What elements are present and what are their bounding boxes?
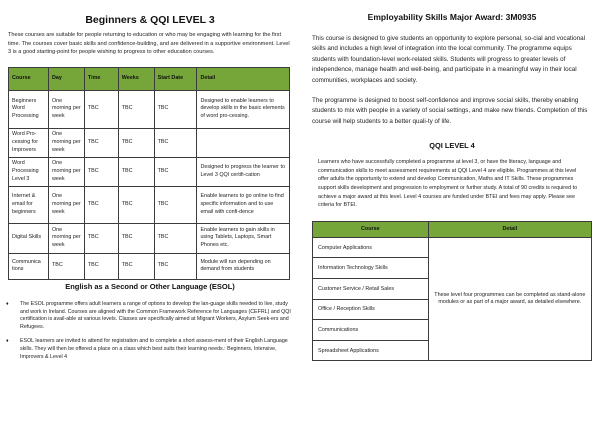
cell-time: TBC bbox=[84, 253, 118, 279]
table-row bbox=[9, 90, 290, 128]
cell-day: TBC bbox=[48, 253, 84, 279]
header-weeks: Weeks bbox=[118, 67, 154, 90]
cell-detail: Enable learners to go online to find specific information and to use email with confi-dence bbox=[197, 186, 290, 223]
cell-time: TBC bbox=[84, 90, 118, 128]
cell-detail bbox=[197, 128, 290, 157]
cell-detail: Module will run depending on demand from students bbox=[197, 253, 290, 279]
cell-course: Communica tions bbox=[9, 253, 49, 279]
cell-weeks: TBC bbox=[118, 128, 154, 157]
cell-weeks: TBC bbox=[118, 90, 154, 128]
cell-detail: Enable learners to gain skills in using Tablets, Laptops, Smart Phones etc. bbox=[197, 223, 290, 253]
cell-course: Computer Applications bbox=[313, 237, 429, 258]
cell-start: TBC bbox=[154, 90, 197, 128]
cell-course: Information Technology Skills bbox=[313, 258, 429, 279]
cell-weeks: TBC bbox=[118, 253, 154, 279]
table-row bbox=[9, 186, 290, 223]
cell-day: One morning per week bbox=[48, 157, 84, 186]
header-detail: Detail bbox=[197, 67, 290, 90]
cell-start: TBC bbox=[154, 253, 197, 279]
cell-start: TBC bbox=[154, 223, 197, 253]
cell-course: Spreadsheet Applications bbox=[313, 340, 429, 361]
cell-day: One morning per week bbox=[48, 186, 84, 223]
cell-course: Digital Skills bbox=[9, 223, 49, 253]
list-item bbox=[6, 301, 294, 332]
cell-course: Office / Reception Skills bbox=[313, 299, 429, 320]
cell-weeks: TBC bbox=[118, 157, 154, 186]
header-day: Day bbox=[48, 67, 84, 90]
cell-time: TBC bbox=[84, 157, 118, 186]
cell-start: TBC bbox=[154, 128, 197, 157]
table-header-row bbox=[9, 67, 290, 90]
beginners-intro: These courses are suitable for people returning to education or who may be engaging with learning for the first time. The courses cover basic skills and confidence-building, and are delivered in a supportive environment. Level 3 is a good starting-point for people wishing to progress to other education courses. bbox=[8, 32, 290, 56]
table-row bbox=[9, 157, 290, 186]
right-column bbox=[308, 0, 596, 361]
cell-start: TBC bbox=[154, 186, 197, 223]
table-row bbox=[9, 223, 290, 253]
qqi-level4-title: QQI LEVEL 4 bbox=[429, 141, 475, 151]
left-column bbox=[6, 0, 294, 367]
table-header-row bbox=[313, 221, 592, 237]
cell-course: Internet & email for beginners bbox=[9, 186, 49, 223]
esol-bullet-text: ESOL learners are invited to attend for registration and to complete a short assess-ment of their English Language skills. They will then be offered a place on a class which best suits their learning needs.: Beginners, Intensive, Improvers & Level 4 bbox=[20, 337, 288, 360]
employability-title: Employability Skills Major Award: 3M0935 bbox=[367, 12, 537, 22]
cell-course: Customer Service / Retail Sales bbox=[313, 279, 429, 300]
header-detail: Detail bbox=[428, 221, 591, 237]
cell-start: TBC bbox=[154, 157, 197, 186]
esol-bullet-list bbox=[6, 301, 294, 362]
cell-course: Communications bbox=[313, 320, 429, 341]
cell-day: One morning per week bbox=[48, 128, 84, 157]
cell-course: Beginners Word Processing bbox=[9, 90, 49, 128]
cell-detail: Designed to enable learners to develop skills in the basic elements of word pro-cessing. bbox=[197, 90, 290, 128]
cell-time: TBC bbox=[84, 128, 118, 157]
cell-time: TBC bbox=[84, 186, 118, 223]
cell-detail: Designed to progress the learner to Level 3 QQI certifi-cation bbox=[197, 157, 290, 186]
table-row bbox=[9, 128, 290, 157]
header-start-date: Start Date bbox=[154, 67, 197, 90]
beginners-title: Beginners & QQI LEVEL 3 bbox=[85, 14, 215, 26]
cell-day: One morning per week bbox=[48, 90, 84, 128]
qqi-level4-text: Learners who have successfully completed a programme at level 3, or have the literacy, language and communication skills to meet assessment requirements at QQI Level 4 are eligible. Programmes at this level offer adults the opportunity to extend and develop Communication, Maths and IT Skills. These programmes support skills development and progression to employment or further study. A total of 90 credits is required to achieve a major award at this level. Level 4 courses are funded under BTEI and fees may apply. Please see criteria for BTEI. bbox=[318, 159, 578, 209]
employability-paragraph-1: This course is designed to give students an opportunity to explore personal, so-cial and vocational skills and includes a high level of integration into the local community. The programme equips students with foundation-level work-related skills. Students will progress to greater levels of independence, manage health and well-being, and participate in a meaningful way in their local communities, workplaces and society. bbox=[312, 35, 586, 84]
cell-course: Word Processing Level 3 bbox=[9, 157, 49, 186]
list-item bbox=[6, 338, 294, 361]
diamond-bullet-icon: ♦ bbox=[6, 300, 9, 307]
cell-weeks: TBC bbox=[118, 223, 154, 253]
table-row bbox=[9, 253, 290, 279]
cell-day: One morning per week bbox=[48, 223, 84, 253]
cell-course: Word Pro-cessing for Improvers bbox=[9, 128, 49, 157]
esol-bullet-text: The ESOL programme offers adult learners a range of options to develop the lan-guage skills needed to live, study and work in Ireland. Courses are aligned with the Common Framework Reference for Languages (CEFRL) and QQI certification is avail-able at various levels. Classes are specifically aimed at Migrant Workers, Asylum Seek-ers and Refugees. bbox=[20, 300, 291, 331]
table-row bbox=[313, 237, 592, 258]
header-time: Time bbox=[84, 67, 118, 90]
header-course: Course bbox=[9, 67, 49, 90]
employability-paragraph-2: The programme is designed to boost self-confidence and improve social skills, thereby enabling students to mix with people in a variety of social settings, and make new friends. Completion of this course will help students to a better quali-ty of life. bbox=[312, 97, 588, 125]
esol-title: English as a Second or Other Language (ESOL) bbox=[65, 281, 235, 291]
beginners-course-table bbox=[8, 67, 290, 280]
diamond-bullet-icon: ♦ bbox=[6, 337, 9, 344]
header-course: Course bbox=[313, 221, 429, 237]
cell-weeks: TBC bbox=[118, 186, 154, 223]
cell-detail: These level four programmes can be completed as stand-alone modules or as part of a major award, as detailed elsewhere. bbox=[428, 237, 591, 361]
level4-course-table bbox=[312, 221, 592, 362]
cell-time: TBC bbox=[84, 223, 118, 253]
